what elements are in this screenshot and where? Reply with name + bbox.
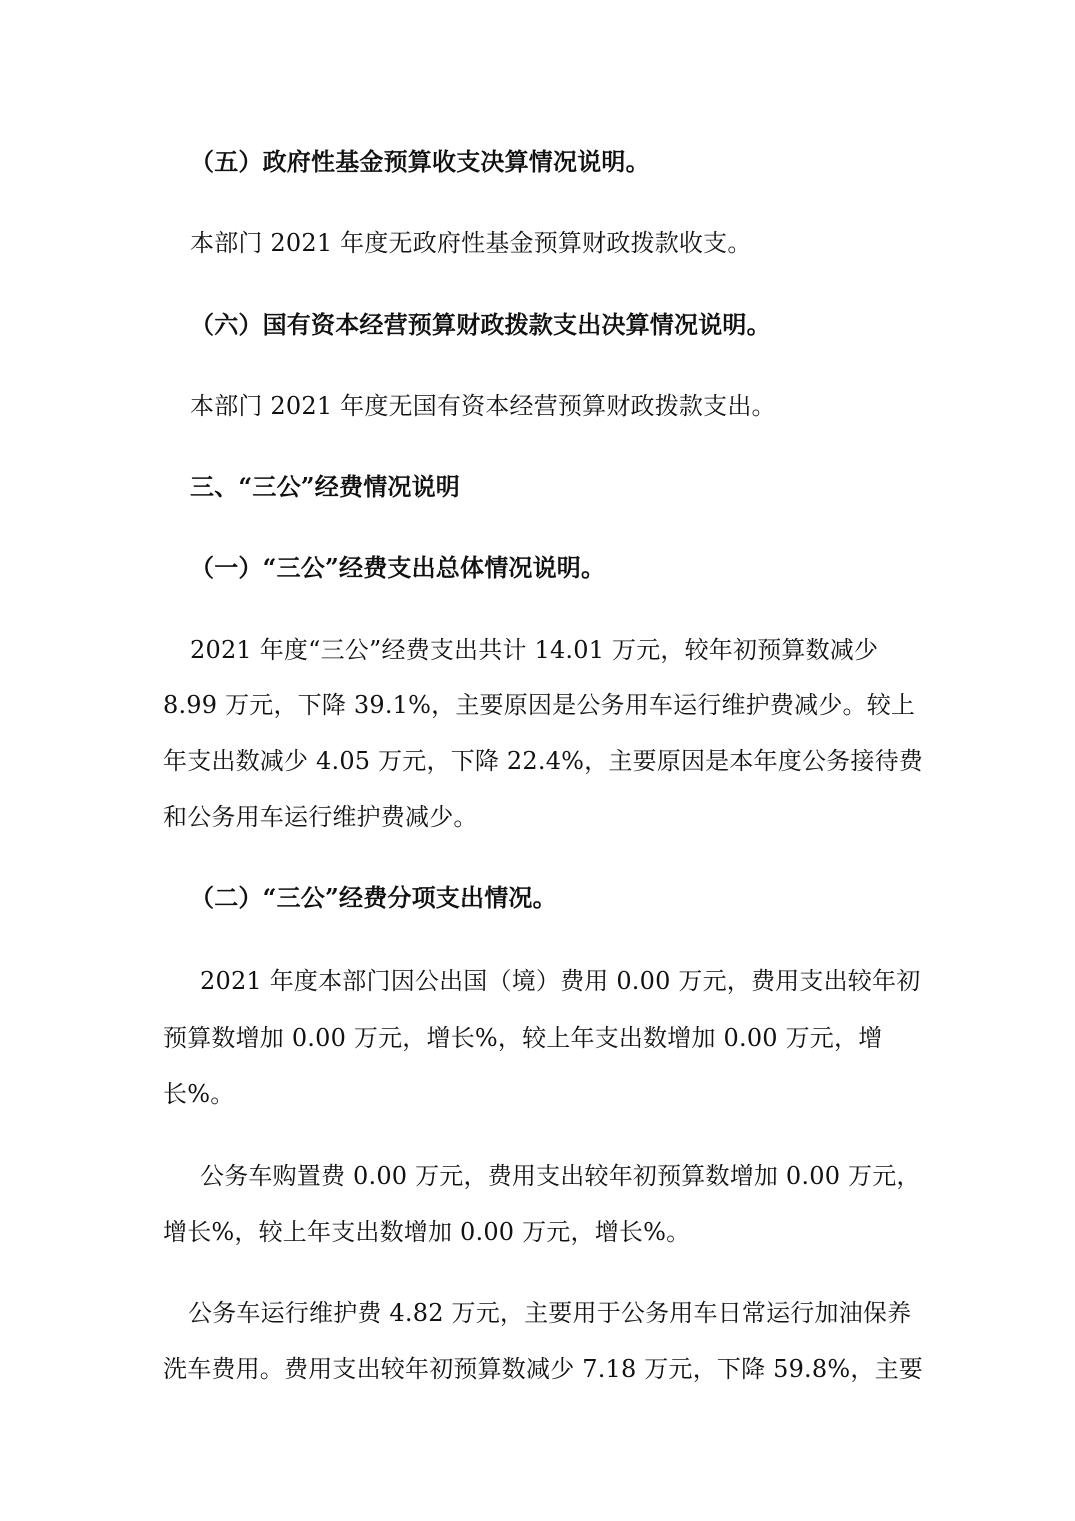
subsection-1-body-line: 2021 年度“三公”经费支出共计 14.01 万元，较年初预算数减少: [190, 636, 879, 664]
car-maintenance-line: 洗车费用。费用支出较年初预算数减少 7.18 万元，下降 59.8%，主要: [163, 1355, 923, 1383]
section-5-heading: （五）政府性基金预算收支决算情况说明。: [190, 147, 650, 176]
subsection-1-body-line: 和公务用车运行维护费减少。: [163, 803, 478, 831]
section-6-heading: （六）国有资本经营预算财政拨款支出决算情况说明。: [190, 310, 771, 339]
subsection-1-heading: （一）“三公”经费支出总体情况说明。: [190, 553, 606, 582]
car-purchase-line: 增长%，较上年支出数增加 0.00 万元，增长%。: [163, 1218, 691, 1246]
abroad-expense-line: 长%。: [163, 1080, 235, 1108]
part-3-heading: 三、“三公”经费情况说明: [190, 472, 461, 501]
subsection-1-body-line: 年支出数减少 4.05 万元，下降 22.4%，主要原因是本年度公务接待费: [163, 747, 923, 775]
abroad-expense-line: 2021 年度本部门因公出国（境）费用 0.00 万元，费用支出较年初: [200, 967, 921, 995]
subsection-1-body-line: 8.99 万元，下降 39.1%，主要原因是公务用车运行维护费减少。较上: [163, 691, 916, 719]
section-6-body: 本部门 2021 年度无国有资本经营预算财政拨款支出。: [190, 392, 776, 420]
abroad-expense-line: 预算数增加 0.00 万元，增长%，较上年支出数增加 0.00 万元，增: [163, 1024, 883, 1052]
section-5-body: 本部门 2021 年度无政府性基金预算财政拨款收支。: [190, 229, 752, 257]
car-maintenance-line: 公务车运行维护费 4.82 万元，主要用于公务用车日常运行加油保养: [188, 1299, 912, 1327]
subsection-2-heading: （二）“三公”经费分项支出情况。: [190, 883, 557, 912]
car-purchase-line: 公务车购置费 0.00 万元，费用支出较年初预算数增加 0.00 万元，: [200, 1162, 921, 1190]
